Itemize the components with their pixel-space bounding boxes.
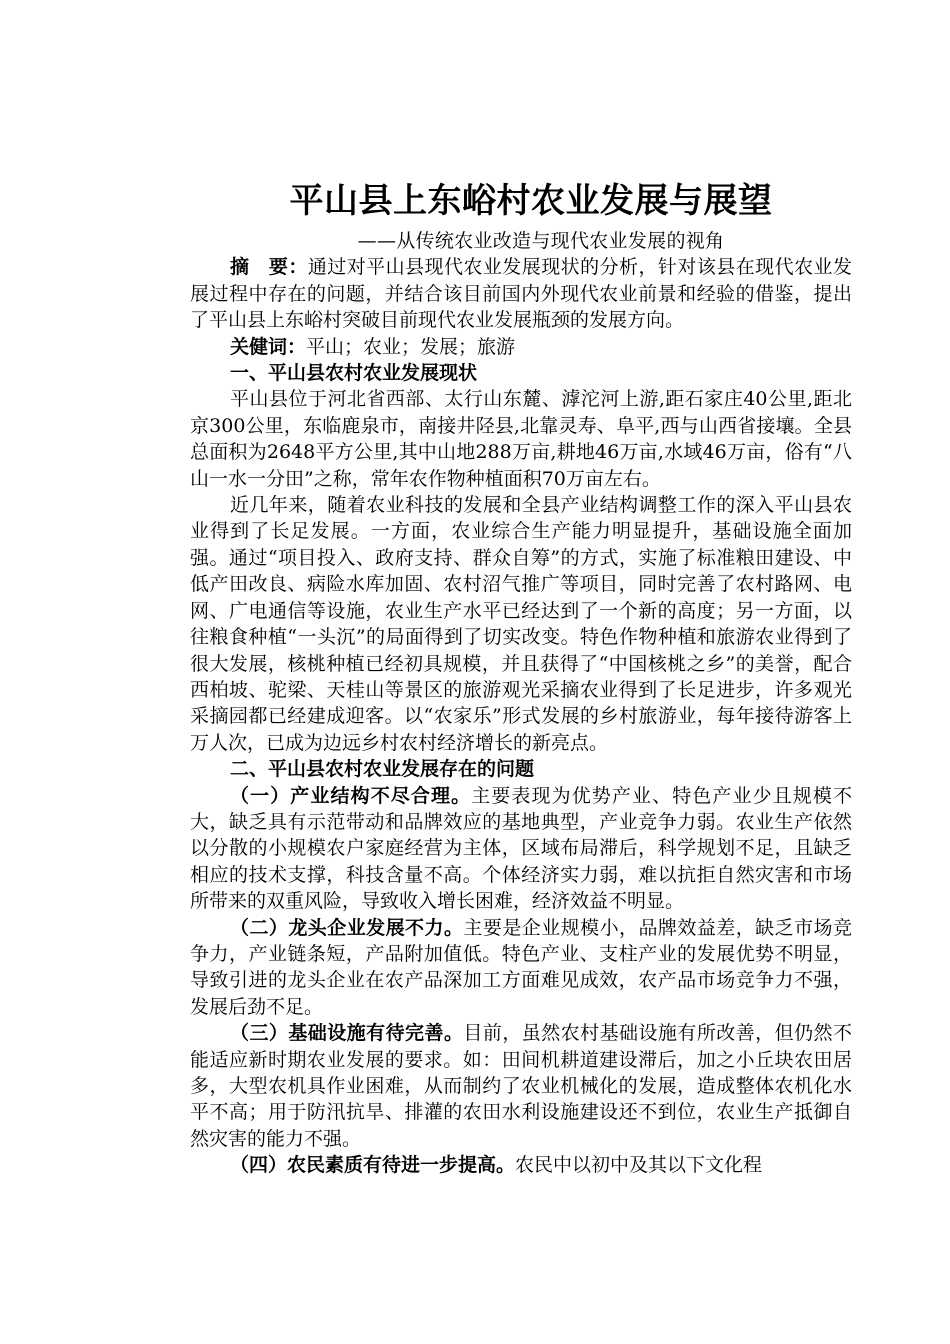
problem-item-label: （三）基础设施有待完善。 <box>230 1022 464 1045</box>
problem-item <box>190 783 852 915</box>
problem-item-text: 主要表现为优势产业、特色产业少且规模不大，缺乏具有示范带动和品牌效应的基地典型，产业竞争力弱。农业生产依然以分散的小规模农户家庭经营为主体，区域布局滞后，科学规划不足，且缺乏相应的技术支撑，科技含量不高。个体经济实力弱，难以抗拒自然灾害和市场所带来的双重风险，导致收入增长困难，经济效益不明显。 <box>190 784 852 913</box>
document-subtitle: ——从传统农业改造与现代农业发展的视角 <box>357 230 725 252</box>
problem-item <box>190 1152 852 1178</box>
keywords-paragraph <box>190 334 852 360</box>
problem-item <box>190 1020 852 1152</box>
problem-item-text: 主要是企业规模小，品牌效益差，缺乏市场竞争力，产业链条短，产品附加值低。特色产业、支柱产业的发展优势不明显，导致引进的龙头企业在农产品深加工方面难见成效，农产品市场竞争力不强，发展后劲不足。 <box>190 916 852 1018</box>
document-body <box>190 174 852 1179</box>
section-1-paragraph: 平山县位于河北省西部、太行山东麓、滹沱河上游,距石家庄40公里,距北京300公里，东临鹿泉市，南接井陉县,北靠灵寿、阜平,西与山西省接壤。全县总面积为2648平方公里,其中山地288万亩,耕地46万亩,水域46万亩，俗有“八山一水一分田”之称，常年农作物种植面积70万亩左右。 <box>190 388 852 490</box>
problem-item-text: 农民中以初中及其以下文化程 <box>515 1154 763 1177</box>
abstract-label: 摘 要： <box>230 256 308 279</box>
problem-item-label: （一）产业结构不尽合理。 <box>230 784 472 807</box>
section-2-heading: 二、平山县农村农业发展存在的问题 <box>230 758 535 781</box>
section-1-heading: 一、平山县农村农业发展现状 <box>230 362 478 385</box>
problem-item <box>190 915 852 1021</box>
keywords-label: 关健词： <box>230 335 307 358</box>
problem-item-text: 目前，虽然农村基础设施有所改善，但仍然不能适应新时期农业发展的要求。如：田间机耕道建设滞后，加之小丘块农田居多，大型农机具作业困难，从而制约了农业机械化的发展，造成整体农机化水平不高；用于防汛抗旱、排灌的农田水利设施建设还不到位，农业生产抵御自然灾害的能力不强。 <box>190 1022 852 1150</box>
abstract-paragraph <box>190 254 852 333</box>
problem-item-label: （二）龙头企业发展不力。 <box>230 916 464 939</box>
keywords-text: 平山；农业；发展；旅游 <box>306 335 516 358</box>
problem-item-label: （四）农民素质有待进一步提高。 <box>230 1154 516 1177</box>
abstract-text: 通过对平山县现代农业发展现状的分析，针对该县在现代农业发展过程中存在的问题，并结合该目前国内外现代农业前景和经验的借鉴，提出了平山县上东峪村突破目前现代农业发展瓶颈的发展方向。 <box>190 256 852 332</box>
document-title: 平山县上东峪村农业发展与展望 <box>289 181 773 221</box>
section-1-paragraph: 近几年来，随着农业科技的发展和全县产业结构调整工作的深入平山县农业得到了长足发展。一方面，农业综合生产能力明显提升，基础设施全面加强。通过“项目投入、政府支持、群众自筹”的方式，实施了标准粮田建设、中低产田改良、病险水库加固、农村沼气推广等项目，同时完善了农村路网、电网、广电通信等设施，农业生产水平已经达到了一个新的高度；另一方面，以往粮食种植“一头沉”的局面得到了切实改变。特色作物种植和旅游农业得到了很大发展，核桃种植已经初具规模，并且获得了“中国核桃之乡”的美誉，配合西柏坡、驼梁、天桂山等景区的旅游观光采摘农业得到了长足进步，许多观光采摘园都已经建成迎客。以“农家乐”形式发展的乡村旅游业，每年接待游客上万人次，已成为边远乡村农村经济增长的新亮点。 <box>190 494 852 754</box>
